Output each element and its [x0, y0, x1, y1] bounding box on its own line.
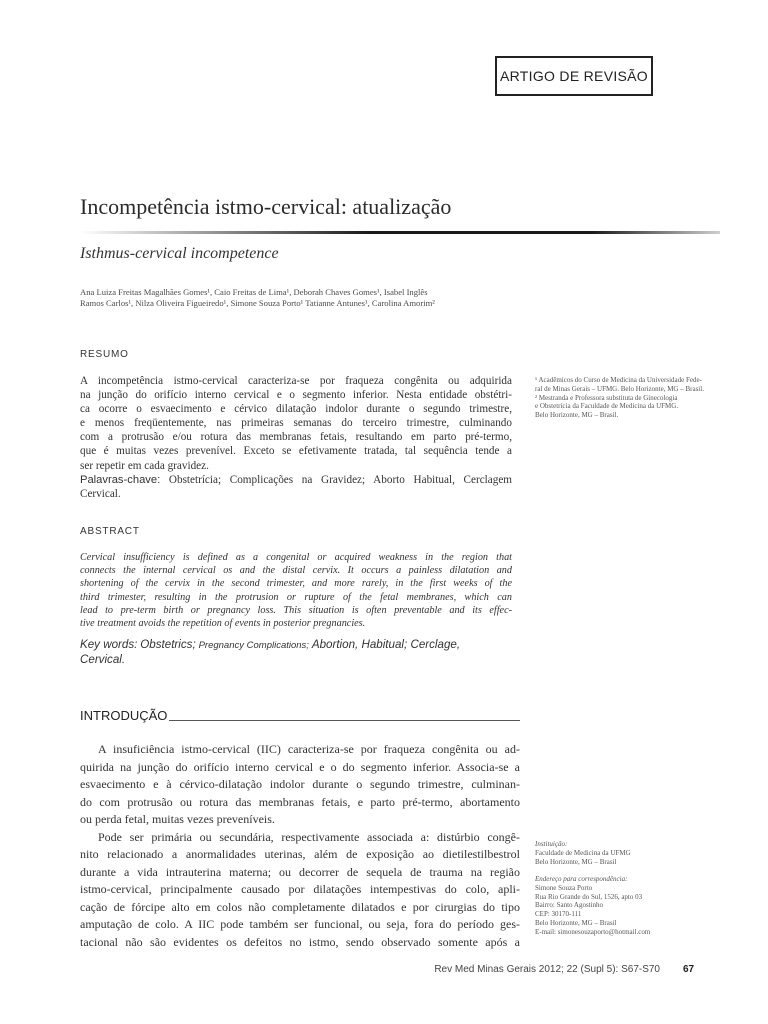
correspondence-email: E-mail: simonesouzaporto@hotmail.com [535, 927, 651, 936]
body-line: cação de fórcipe alto em colos não completamente dilatados e por cirurgias do tipo [80, 899, 520, 914]
correspondence-line: Bairro: Santo Agostinho [535, 901, 604, 910]
abstract-line: tive treatment avoids the repetition of events in posterior pregnancies. [80, 618, 366, 630]
abstract-line: lead to pre-term birth or pregnancy loss. This situation is often preventable and its effec- [80, 604, 512, 616]
abstract-line: Cervical insufficiency is defined as a congenital or acquired weakness in the region that [80, 552, 512, 563]
institution-note [535, 840, 745, 866]
resumo-body [80, 374, 512, 501]
correspondence-line: Rua Rio Grande do Sul, 1526, apto 03 [535, 892, 643, 901]
affiliations-note [535, 376, 745, 420]
abstract-keywords-line [80, 638, 512, 653]
journal-citation: Rev Med Minas Gerais 2012; 22 (Supl 5): S67-S70 [434, 964, 660, 975]
introducao-heading-row [80, 707, 520, 723]
institution-line: Faculdade de Medicina da UFMG [535, 848, 631, 857]
keyword-item: Obstetrics; [140, 638, 196, 651]
body-line: ou perda fetal, muitas vezes preveníveis. [80, 812, 275, 826]
body-line: istmo-cervical, principalmente causado por dilatações intempestivas do colo, apli- [80, 882, 520, 896]
author-line: Ramos Carlos¹, Nilza Oliveira Figueiredo¹, Simone Souza Porto¹ Tatianne Antunes¹, Carolina Amorim² [80, 298, 435, 308]
introducao-heading: INTRODUÇÃO [80, 708, 168, 723]
body-line: Pode ser primária ou secundária, respectivamente associada a: distúrbio congê- [98, 829, 520, 844]
body-line: tacional não são evidentes os defeitos no istmo, sendo observado somente após a [80, 934, 520, 949]
body-line: nito relacionado a anormalidades uterinas, além de exposição ao dietilestilbestrol [80, 847, 520, 861]
keyword-item: Cervical. [80, 653, 126, 666]
correspondence-label: Endereço para correspondência: [535, 875, 628, 883]
keywords-label: Key words: [80, 638, 138, 651]
body-line: durante a vida intrauterina materna; ou decorrer de sequela de trauma na região [80, 864, 520, 879]
page-number: 67 [683, 964, 695, 975]
body-line: quirida na junção do orifício interno cervical e o do segmento inferior. Associa-se a [80, 759, 520, 774]
institution-label: Instituição: [535, 840, 568, 848]
article-subtitle: Isthmus-cervical incompetence [80, 245, 279, 262]
correspondence-line: Belo Horizonte, MG – Brasil [535, 918, 617, 927]
title-divider [80, 231, 720, 234]
resumo-keywords [80, 473, 512, 487]
resumo-line: ca ocorre o esvaecimento e cérvico dilatação indolor durante o segundo trimestre, [80, 403, 512, 416]
body-line: do com protrusão ou rotura das membranas fetais, e parto pré-termo, abortamento [80, 794, 520, 809]
article-title: Incompetência istmo-cervical: atualização [80, 194, 452, 219]
author-list [80, 287, 520, 309]
affiliation-line: Belo Horizonte, MG – Brasil. [535, 411, 619, 420]
abstract-line: connects the internal cervical os and the distal cervix. It occurs a painless dilatation and [80, 565, 512, 577]
resumo-line: com a protrusão e/ou rotura das membranas fetais, resultando em parto pré-termo, [80, 431, 512, 444]
affiliation-line: ral de Minas Gerais – UFMG. Belo Horizonte, MG – Brasil. [535, 384, 704, 393]
keywords-text: Obstetrícia; Complicações na Gravidez; Aborto Habitual, Cerclagem [168, 473, 512, 486]
correspondence-line: CEP: 30170-111 [535, 910, 582, 919]
abstract-heading: ABSTRACT [80, 526, 140, 537]
keywords-label: Palavras-chave: [80, 473, 161, 486]
resumo-line: e menos freqüentemente, nas primeiras semanas do terceiro trimestre, culminando [80, 417, 512, 430]
abstract-keywords [80, 638, 512, 667]
resumo-heading: RESUMO [80, 349, 129, 360]
correspondence-line: Simone Souza Porto [535, 883, 593, 892]
affiliation-line: e Obstetrícia da Faculdade de Medicina da UFMG. [535, 402, 679, 411]
keyword-item: Abortion, Habitual; Cerclage, [311, 638, 461, 651]
resumo-line: A incompetência istmo-cervical caracteriza-se por fraqueza congênita ou adquirida [80, 375, 512, 387]
correspondence-note [535, 875, 745, 937]
heading-rule [169, 720, 520, 721]
abstract-body [80, 551, 512, 630]
keyword-item: Pregnancy Complications; [198, 640, 309, 651]
resumo-keywords-cont: Cervical. [80, 487, 121, 500]
resumo-line: que é muitas vezes prevenível. Exceto se efetivamente tratada, tal sequência tende a [80, 445, 512, 458]
affiliation-line: ² Mestranda e Professora substituta de Ginecologia [535, 393, 678, 402]
affiliation-line: ¹ Acadêmicos do Curso de Medicina da Universidade Fede- [535, 376, 702, 384]
body-line: esvaecimento e à cérvico-dilatação indolor durante o segundo trimestre, culminan- [80, 777, 520, 791]
abstract-line: third trimester, resulting in the protrusion or rupture of the fetal membranes, which can [80, 591, 512, 603]
page-footer [0, 964, 768, 978]
body-line: A insuficiência istmo-cervical (IIC) caracteriza-se por fraqueza congênita ou ad- [98, 742, 520, 756]
abstract-line: shortening of the cervix in the second trimester, and more rarely, in the first weeks of the [80, 578, 512, 590]
institution-line: Belo Horizonte, MG – Brasil [535, 857, 617, 866]
author-line: Ana Luiza Freitas Magalhães Gomes¹, Caio Freitas de Lima¹, Deborah Chaves Gomes¹, Isabel Inglês [80, 287, 428, 297]
body-line: amputação de colo. A IIC pode também ser funcional, ou seja, fora do período ges- [80, 917, 520, 931]
introducao-body [80, 741, 520, 951]
article-type-badge: ARTIGO DE REVISÃO [495, 56, 653, 96]
resumo-line: na junção do orifício interno cervical e o segmento inferior. Nesta entidade obstétri- [80, 389, 512, 402]
resumo-line: ser repetir em cada gravidez. [80, 459, 209, 472]
